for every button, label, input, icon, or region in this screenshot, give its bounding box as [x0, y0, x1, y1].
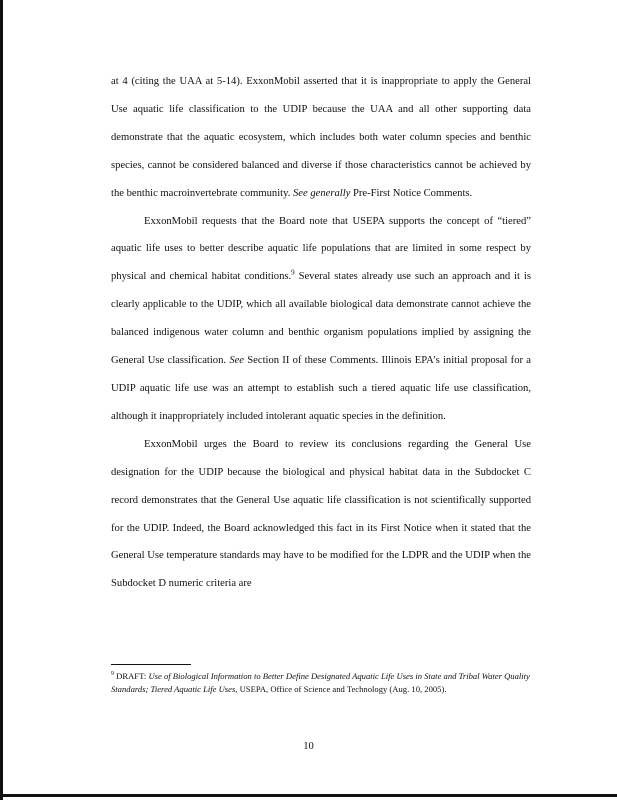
paragraph-1 [111, 68, 531, 208]
paragraph-3-run: ExxonMobil urges the Board to review its conclusions regarding the General Use designation for the UDIP because the biological and physical habitat data in the Subdocket C record demonstrates that the General Use aquatic life classification is not scientifically supported for the UDIP. Indeed, the Board acknowledged this fact in its First Notice when it stated that the General Use temperature standards may have to be modified for the LDPR and the UDIP when the Subdocket D numeric criteria are [111, 438, 531, 590]
footnote-reference: 9 [291, 268, 295, 277]
body-text [111, 68, 531, 598]
footnote-title: Use of Biological Information to Better Define Designated Aquatic Life Uses in State and Tribal Water Quality Standards; Tiered Aquatic Life Uses [111, 671, 530, 694]
footnote-run: , USEPA, Office of Science and Technology (Aug. 10, 2005). [235, 683, 447, 694]
paragraph-3 [111, 431, 531, 598]
paragraph-2-run: Several states already use such an approach and it is clearly applicable to the UDIP, which all available biological data demonstrate cannot achieve the balanced indigenous water column and benthic organism populations implied by assigning the General Use classification. [111, 271, 531, 367]
footnote [111, 670, 531, 695]
paragraph-2-citation: See [229, 355, 245, 367]
scan-left-border [0, 0, 3, 800]
paragraph-1-run: at 4 (citing the UAA at 5-14). ExxonMobil asserted that it is inappropriate to apply the General Use aquatic life classification to the UDIP because the UAA and all other supporting data demonstrate that the aquatic ecosystem, which includes both water column species and benthic species, cannot be considered balanced and diverse if those characteristics cannot be achieved by the benthic macroinvertebrate community. [111, 76, 531, 199]
paragraph-2-run: Section II of these Comments. Illinois EPA’s initial proposal for a UDIP aquatic life use was an attempt to establish such a tiered aquatic life use classification, although it inappropriately included intolerant aquatic species in the definition. [111, 355, 531, 422]
footnote-number: 9 [111, 671, 114, 678]
paragraph-2-run: ExxonMobil requests that the Board note that USEPA supports the concept of “tiered” aquatic life uses to better describe aquatic life populations that are limited in some respect by physical and chemical habitat conditions. [111, 215, 531, 283]
page-number: 10 [303, 741, 314, 752]
paragraph-2 [111, 208, 531, 431]
footnote-run: DRAFT: [114, 671, 149, 681]
paragraph-1-citation: See generally [293, 187, 351, 199]
scan-bottom-border [0, 794, 617, 797]
footnote-separator [111, 664, 191, 665]
paragraph-1-run: Pre-First Notice Comments. [350, 187, 473, 199]
